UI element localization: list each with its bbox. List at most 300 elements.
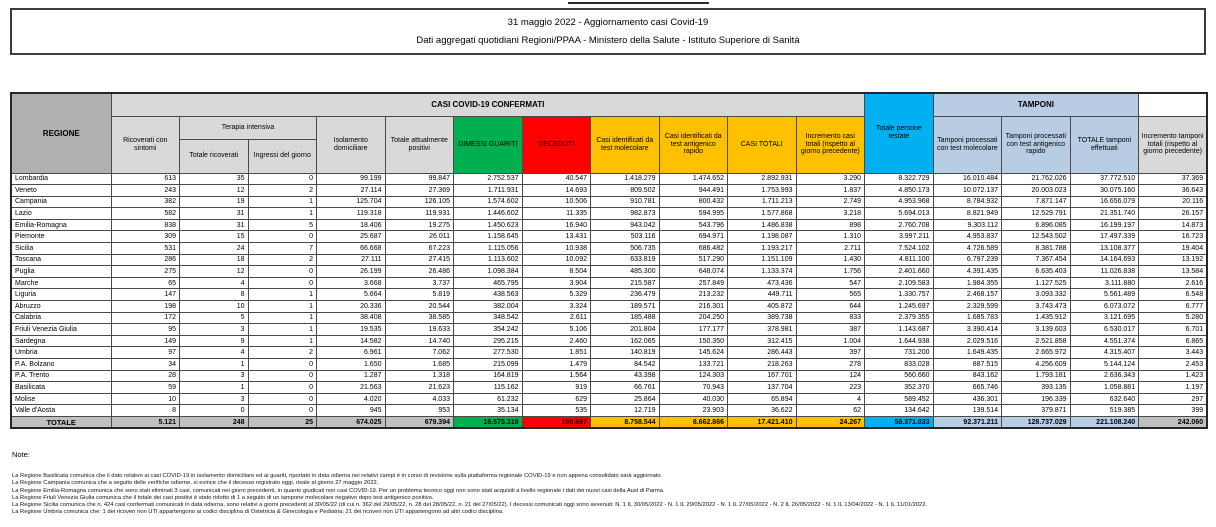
value-cell: 1 [248,196,317,208]
col-header-regione: REGIONE [11,93,111,173]
value-cell: 910.781 [591,196,660,208]
value-cell: 833.028 [865,359,934,371]
value-cell: 125.704 [317,196,386,208]
value-cell: 0 [248,266,317,278]
value-cell: 99.847 [385,173,454,185]
value-cell: 1.287 [317,370,386,382]
value-cell: 1.474.652 [659,173,728,185]
table-row [11,196,1207,208]
value-cell: 2.379.355 [865,312,934,324]
value-cell: 2 [248,254,317,266]
value-cell: 348.542 [454,312,523,324]
value-cell: 278 [796,359,865,371]
value-cell: 379.871 [1002,405,1071,417]
value-cell: 43.398 [591,370,660,382]
value-cell: 1.450.623 [454,219,523,231]
total-value-cell: 24.267 [796,416,865,428]
value-cell: 6.961 [317,347,386,359]
value-cell: 919 [522,382,591,394]
value-cell: 20.003.023 [1002,185,1071,197]
value-cell: 275 [111,266,180,278]
value-cell: 354.242 [454,324,523,336]
value-cell: 196.339 [1002,393,1071,405]
value-cell: 485.300 [591,266,660,278]
value-cell: 1.984.355 [933,277,1002,289]
value-cell: 465.795 [454,277,523,289]
value-cell: 686.482 [659,243,728,255]
value-cell: 5.144.124 [1070,359,1139,371]
value-cell: 13.431 [522,231,591,243]
col-header-ingressi-giorno: Ingressi del giorno [248,139,317,173]
table-row [11,405,1207,417]
value-cell: 0 [180,405,249,417]
table-row [11,266,1207,278]
value-cell: 3.443 [1139,347,1208,359]
value-cell: 4.953.837 [933,231,1002,243]
value-cell: 13.192 [1139,254,1208,266]
value-cell: 4.256.609 [1002,359,1071,371]
value-cell: 40.547 [522,173,591,185]
value-cell: 1 [180,359,249,371]
value-cell: 3.324 [522,301,591,313]
col-header-incremento-tamponi: Incremento tamponi totali (rispetto al giorno precedente) [1139,116,1208,173]
value-cell: 4.020 [317,393,386,405]
value-cell: 37.772.510 [1070,173,1139,185]
value-cell: 149 [111,335,180,347]
value-cell: 519.385 [1070,405,1139,417]
table-row [11,231,1207,243]
region-name-cell: Valle d'Aosta [11,405,111,417]
value-cell: 65.894 [728,393,797,405]
table-row [11,254,1207,266]
table-row [11,208,1207,220]
value-cell: 4 [180,347,249,359]
notes-lines [12,473,1208,517]
value-cell: 3.668 [317,277,386,289]
value-cell: 8 [180,289,249,301]
value-cell: 31 [180,208,249,220]
value-cell: 945 [317,405,386,417]
value-cell: 405.872 [728,301,797,313]
value-cell: 887.515 [933,359,1002,371]
value-cell: 14.582 [317,335,386,347]
value-cell: 8 [111,405,180,417]
value-cell: 1.133.374 [728,266,797,278]
value-cell: 7.062 [385,347,454,359]
value-cell: 5.329 [522,289,591,301]
total-row [11,416,1207,428]
value-cell: 665.746 [933,382,1002,394]
value-cell: 6.635.403 [1002,266,1071,278]
value-cell: 535 [522,405,591,417]
value-cell: 629 [522,393,591,405]
value-cell: 13.584 [1139,266,1208,278]
value-cell: 0 [248,370,317,382]
value-cell: 1.193.217 [728,243,797,255]
value-cell: 1.158.645 [454,231,523,243]
value-cell: 198 [111,301,180,313]
value-cell: 1.685 [385,359,454,371]
value-cell: 4.315.407 [1070,347,1139,359]
value-cell: 95 [111,324,180,336]
value-cell: 594.995 [659,208,728,220]
value-cell: 14.693 [522,185,591,197]
value-cell: 1 [248,335,317,347]
header-spacer [1139,93,1208,116]
value-cell: 10.072.137 [933,185,1002,197]
value-cell: 382.004 [454,301,523,313]
band-terapia-intensiva: Terapia intensiva [180,116,317,139]
value-cell: 5.694.013 [865,208,934,220]
table-row [11,370,1207,382]
value-cell: 4.811.100 [865,254,934,266]
value-cell: 1.098.384 [454,266,523,278]
value-cell: 177.177 [659,324,728,336]
value-cell: 14.164.693 [1070,254,1139,266]
value-cell: 1.577.868 [728,208,797,220]
total-value-cell: 8.662.866 [659,416,728,428]
value-cell: 1.486.838 [728,219,797,231]
region-name-cell: Lazio [11,208,111,220]
value-cell: 1.245.697 [865,301,934,313]
value-cell: 833 [796,312,865,324]
region-name-cell: Molise [11,393,111,405]
value-cell: 3.139.603 [1002,324,1071,336]
value-cell: 449.711 [728,289,797,301]
value-cell: 25.864 [591,393,660,405]
value-cell: 2 [248,347,317,359]
value-cell: 1.058.881 [1070,382,1139,394]
value-cell: 3.997.211 [865,231,934,243]
value-cell: 16.010.484 [933,173,1002,185]
value-cell: 5.561.489 [1070,289,1139,301]
value-cell: 23.903 [659,405,728,417]
value-cell: 2.665.972 [1002,347,1071,359]
value-cell: 218.263 [728,359,797,371]
value-cell: 436.301 [933,393,1002,405]
value-cell: 21.623 [385,382,454,394]
region-name-cell: Emilia-Romagna [11,219,111,231]
note-line: La Regione Basilicata comunica che il dato relativo ai casi COVID-19 in isolamento domiciliare ed ai guariti, riportato in data odierna nei relativi campi è in corso di revisione sulla piattaforma regionale COVID-19 e non appena consolidato sarà aggiornato. [12,473,663,479]
value-cell: 0 [248,277,317,289]
value-cell: 1.198.087 [728,231,797,243]
value-cell: 8.821.949 [933,208,1002,220]
value-cell: 18.406 [317,219,386,231]
value-cell: 1 [248,312,317,324]
value-cell: 1.574.602 [454,196,523,208]
value-cell: 14.873 [1139,219,1208,231]
region-name-cell: Puglia [11,266,111,278]
value-cell: 62 [796,405,865,417]
value-cell: 28 [111,370,180,382]
region-name-cell: Sardegna [11,335,111,347]
value-cell: 7 [248,243,317,255]
col-header-persone-testate: Totale persone testate [865,93,934,173]
value-cell: 7.367.454 [1002,254,1071,266]
title-box [10,8,1206,55]
value-cell: 1.127.525 [1002,277,1071,289]
value-cell: 16.656.079 [1070,196,1139,208]
value-cell: 38.585 [385,312,454,324]
region-name-cell: Basilicata [11,382,111,394]
value-cell: 2.109.583 [865,277,934,289]
value-cell: 1.113.602 [454,254,523,266]
value-cell: 133.721 [659,359,728,371]
value-cell: 236.479 [591,289,660,301]
region-name-cell: Veneto [11,185,111,197]
value-cell: 119.931 [385,208,454,220]
value-cell: 97 [111,347,180,359]
value-cell: 1.430 [796,254,865,266]
value-cell: 286 [111,254,180,266]
value-cell: 1.446.602 [454,208,523,220]
value-cell: 5.819 [385,289,454,301]
value-cell: 10.092 [522,254,591,266]
value-cell: 1.756 [796,266,865,278]
value-cell: 6.548 [1139,289,1208,301]
col-header-attualmente-positivi: Totale attualmente positivi [385,116,454,173]
note-line: La Regione Umbria comunica che: 1 dei ricoveri non UTI appartengono ai codici disciplina di Ostetricia & Ginecologia e Pediatria; 21 dei ricoveri non UTI appartengono ad altri codici disciplina. [12,509,504,516]
value-cell: 16.199.197 [1070,219,1139,231]
value-cell: 2.460 [522,335,591,347]
region-name-cell: Calabria [11,312,111,324]
value-cell: 139.514 [933,405,1002,417]
value-cell: 648.074 [659,266,728,278]
value-cell: 1.685.783 [933,312,1002,324]
value-cell: 6.797.239 [933,254,1002,266]
value-cell: 3.121.695 [1070,312,1139,324]
region-name-cell: Piemonte [11,231,111,243]
value-cell: 31 [180,219,249,231]
value-cell: 352.370 [865,382,934,394]
value-cell: 26.486 [385,266,454,278]
value-cell: 644 [796,301,865,313]
value-cell: 9 [180,335,249,347]
value-cell: 473.436 [728,277,797,289]
col-header-totale-ricoverati: Totale ricoverati [180,139,249,173]
value-cell: 3.218 [796,208,865,220]
table-row [11,277,1207,289]
value-cell: 67.223 [385,243,454,255]
value-cell: 393.135 [1002,382,1071,394]
value-cell: 2.749 [796,196,865,208]
value-cell: 547 [796,277,865,289]
value-cell: 4.726.589 [933,243,1002,255]
region-name-cell: Liguria [11,289,111,301]
value-cell: 185.488 [591,312,660,324]
region-name-cell: Umbria [11,347,111,359]
value-cell: 1 [248,301,317,313]
value-cell: 124.303 [659,370,728,382]
value-cell: 19.404 [1139,243,1208,255]
value-cell: 10 [111,393,180,405]
value-cell: 944.491 [659,185,728,197]
value-cell: 26.011 [385,231,454,243]
value-cell: 140.819 [591,347,660,359]
value-cell: 4.551.374 [1070,335,1139,347]
value-cell: 0 [248,359,317,371]
value-cell: 5.280 [1139,312,1208,324]
value-cell: 189.571 [591,301,660,313]
value-cell: 27.369 [385,185,454,197]
total-value-cell: 679.394 [385,416,454,428]
value-cell: 24 [180,243,249,255]
value-cell: 2.760.708 [865,219,934,231]
value-cell: 20.116 [1139,196,1208,208]
value-cell: 898 [796,219,865,231]
value-cell: 6.530.017 [1070,324,1139,336]
value-cell: 27.415 [385,254,454,266]
value-cell: 3.390.414 [933,324,1002,336]
value-cell: 40.030 [659,393,728,405]
total-value-cell: 17.421.410 [728,416,797,428]
value-cell: 4.953.968 [865,196,934,208]
region-name-cell: Friuli Venezia Giulia [11,324,111,336]
value-cell: 382 [111,196,180,208]
value-cell: 694.971 [659,231,728,243]
value-cell: 613 [111,173,180,185]
value-cell: 953 [385,405,454,417]
value-cell: 5.106 [522,324,591,336]
value-cell: 543.796 [659,219,728,231]
notes-section [12,450,1208,517]
value-cell: 15 [180,231,249,243]
value-cell: 506.735 [591,243,660,255]
table-row [11,173,1207,185]
value-cell: 215.099 [454,359,523,371]
value-cell: 1 [180,382,249,394]
col-header-casi-totali: CASI TOTALI [728,116,797,173]
value-cell: 1.837 [796,185,865,197]
value-cell: 2.616 [1139,277,1208,289]
value-cell: 172 [111,312,180,324]
value-cell: 19.275 [385,219,454,231]
value-cell: 399 [1139,405,1208,417]
value-cell: 201.804 [591,324,660,336]
value-cell: 589.452 [865,393,934,405]
value-cell: 99.199 [317,173,386,185]
region-name-cell: Toscana [11,254,111,266]
value-cell: 21.762.026 [1002,173,1071,185]
value-cell: 1.644.938 [865,335,934,347]
value-cell: 27.114 [317,185,386,197]
note-line: La Regione Friuli Venezia Giulia comunica che il totale dei casi positivi è stato ridotto di 1 a seguito di un tampone molecolare negativo dopo test antigenico positivo. [12,494,434,501]
value-cell: 277.530 [454,347,523,359]
value-cell: 295.215 [454,335,523,347]
value-cell: 37.369 [1139,173,1208,185]
total-value-cell: 242.060 [1139,416,1208,428]
value-cell: 387 [796,324,865,336]
value-cell: 1.435.912 [1002,312,1071,324]
value-cell: 6.865 [1139,335,1208,347]
total-value-cell: 16.575.319 [454,416,523,428]
covid-table [10,92,1208,429]
value-cell: 2.029.516 [933,335,1002,347]
table-row [11,312,1207,324]
table-row [11,301,1207,313]
value-cell: 286.443 [728,347,797,359]
value-cell: 1.197 [1139,382,1208,394]
value-cell: 6.073.072 [1070,301,1139,313]
value-cell: 2.636.343 [1070,370,1139,382]
value-cell: 19.535 [317,324,386,336]
top-crop-line [568,2,709,4]
total-value-cell: 674.025 [317,416,386,428]
value-cell: 61.232 [454,393,523,405]
value-cell: 204.250 [659,312,728,324]
value-cell: 3 [180,324,249,336]
value-cell: 1.649.435 [933,347,1002,359]
value-cell: 70.943 [659,382,728,394]
value-cell: 3 [180,370,249,382]
total-value-cell: 92.371.211 [933,416,1002,428]
value-cell: 309 [111,231,180,243]
value-cell: 66.761 [591,382,660,394]
table-row [11,359,1207,371]
value-cell: 223 [796,382,865,394]
value-cell: 2.521.858 [1002,335,1071,347]
value-cell: 397 [796,347,865,359]
value-cell: 0 [248,382,317,394]
region-name-cell: P.A. Trento [11,370,111,382]
value-cell: 731.200 [865,347,934,359]
value-cell: 167.701 [728,370,797,382]
value-cell: 1.711.931 [454,185,523,197]
value-cell: 25.687 [317,231,386,243]
value-cell: 565 [796,289,865,301]
value-cell: 1 [248,208,317,220]
value-cell: 27.111 [317,254,386,266]
value-cell: 35 [180,173,249,185]
value-cell: 4.850.173 [865,185,934,197]
value-cell: 389.738 [728,312,797,324]
value-cell: 12 [180,266,249,278]
table-row [11,185,1207,197]
value-cell: 1.318 [385,370,454,382]
value-cell: 4 [796,393,865,405]
value-cell: 59 [111,382,180,394]
value-cell: 560.660 [865,370,934,382]
value-cell: 5 [248,219,317,231]
region-name-cell: Sicilia [11,243,111,255]
value-cell: 145.624 [659,347,728,359]
value-cell: 1.711.213 [728,196,797,208]
total-value-cell: 5.121 [111,416,180,428]
value-cell: 19 [180,196,249,208]
value-cell: 10.506 [522,196,591,208]
value-cell: 3.093.332 [1002,289,1071,301]
value-cell: 1.004 [796,335,865,347]
value-cell: 1.851 [522,347,591,359]
col-header-isolamento: Isolamento domiciliare [317,116,386,173]
value-cell: 6.777 [1139,301,1208,313]
value-cell: 65 [111,277,180,289]
value-cell: 8.381.788 [1002,243,1071,255]
value-cell: 632.640 [1070,393,1139,405]
value-cell: 3.904 [522,277,591,289]
value-cell: 0 [248,393,317,405]
value-cell: 438.563 [454,289,523,301]
value-cell: 2.711 [796,243,865,255]
table-row [11,335,1207,347]
value-cell: 1.330.757 [865,289,934,301]
table-row [11,382,1207,394]
value-cell: 36.643 [1139,185,1208,197]
value-cell: 8.322.729 [865,173,934,185]
value-cell: 2.453 [1139,359,1208,371]
value-cell: 517.290 [659,254,728,266]
value-cell: 7.524.102 [865,243,934,255]
